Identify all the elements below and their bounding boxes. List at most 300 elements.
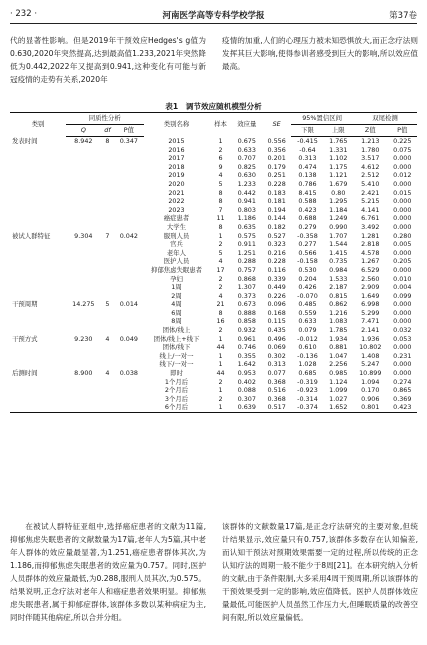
cell-se: 0.339	[267, 274, 286, 283]
group-p	[114, 197, 143, 206]
cell-ci-lower: -0.415	[297, 137, 318, 145]
group-q	[66, 386, 101, 395]
cell-n: 1	[218, 386, 223, 395]
group-q	[66, 240, 101, 249]
volume-label: 第37卷	[389, 11, 417, 21]
cell-ci-upper: 2.256	[329, 360, 348, 369]
group-p	[114, 292, 143, 301]
group-df: 5	[105, 300, 110, 309]
cell-ci-lower: 0.588	[298, 197, 317, 206]
table-row	[10, 275, 417, 284]
cell-p-value: 0.000	[393, 317, 412, 326]
cell-subcategory: 1周	[171, 283, 182, 292]
cell-effect: 0.757	[237, 265, 256, 274]
cell-ci-upper: 2.187	[329, 283, 348, 292]
group-df	[101, 257, 115, 266]
cell-p-value: 0.099	[393, 291, 412, 300]
cell-effect: 0.402	[237, 377, 256, 386]
cell-n: 8	[218, 308, 223, 317]
cell-ci-lower: 0.786	[298, 179, 317, 188]
cell-se: 0.435	[267, 326, 286, 335]
group-name: 干预方式	[12, 334, 38, 343]
group-p	[114, 283, 143, 292]
cell-n: 2	[218, 240, 223, 249]
cell-z-value: 1.281	[361, 231, 380, 240]
cell-se: 0.228	[267, 179, 286, 188]
group-q	[66, 171, 101, 180]
cell-z-value: 4.141	[361, 205, 380, 214]
cell-z-value: 6.761	[361, 214, 380, 223]
cell-ci-upper: 0.984	[329, 265, 348, 274]
cell-se: 0.201	[267, 154, 286, 163]
cell-se: 0.181	[267, 197, 286, 206]
group-p: 0.038	[119, 369, 138, 378]
cell-effect: 0.707	[237, 154, 256, 163]
cell-p-value: 0.231	[393, 351, 412, 360]
group-q	[66, 206, 101, 215]
group-df	[101, 352, 115, 361]
cell-z-value: 1.649	[361, 291, 380, 300]
group-df: 4	[105, 369, 110, 378]
cell-n: 6	[218, 154, 223, 163]
col-header-q: Q	[66, 125, 101, 137]
group-name: 发表时间	[12, 136, 38, 145]
cell-subcategory: 医护人员	[163, 257, 190, 266]
cell-effect: 0.746	[237, 343, 256, 352]
group-name	[10, 146, 66, 155]
group-df	[101, 317, 115, 326]
group-name	[10, 266, 66, 275]
cell-effect: 0.630	[237, 171, 256, 180]
cell-subcategory: 2019	[168, 171, 185, 180]
cell-ci-upper: 1.765	[329, 137, 348, 145]
table-row	[10, 163, 417, 172]
cell-ci-upper: 1.295	[329, 197, 348, 206]
group-q	[66, 292, 101, 301]
cell-p-value: 0.000	[393, 222, 412, 231]
cell-p-value: 0.010	[393, 274, 412, 283]
cell-ci-lower: 0.313	[298, 154, 317, 163]
cell-z-value: 3.492	[361, 222, 380, 231]
cell-se: 0.183	[267, 188, 286, 197]
cell-z-value: 1.094	[361, 377, 380, 386]
group-p	[114, 386, 143, 395]
cell-n: 2	[218, 394, 223, 403]
cell-effect: 0.088	[237, 386, 256, 395]
cell-ci-upper: 1.652	[324, 403, 353, 412]
group-q	[66, 189, 101, 198]
cell-ci-upper: 1.175	[329, 162, 348, 171]
cell-n: 4	[218, 291, 223, 300]
col-header-effect: 效应量	[232, 113, 262, 137]
group-q	[66, 403, 101, 412]
cell-se: 0.216	[267, 248, 286, 257]
cell-subcategory: 服刑人员	[163, 231, 190, 240]
col-header-subcategory: 类别名称	[144, 113, 210, 137]
cell-ci-upper: 1.083	[329, 317, 348, 326]
cell-n: 16	[216, 317, 225, 326]
group-df	[101, 240, 115, 249]
cell-ci-lower: 0.423	[298, 205, 317, 214]
cell-n: 1	[218, 231, 223, 240]
cell-ci-upper: 1.047	[329, 351, 348, 360]
table-row	[10, 360, 417, 369]
cell-ci-upper: 0.735	[329, 257, 348, 266]
cell-ci-upper: 1.415	[329, 248, 348, 257]
group-q	[66, 395, 101, 404]
group-df	[101, 309, 115, 318]
group-name	[10, 378, 66, 387]
cell-z-value: 7.471	[361, 317, 380, 326]
group-q: 8.900	[74, 369, 93, 378]
group-q	[66, 154, 101, 163]
group-q	[66, 352, 101, 361]
cell-effect: 0.355	[237, 351, 256, 360]
cell-n: 44	[216, 343, 225, 352]
cell-p-value: 0.000	[393, 162, 412, 171]
cell-se: 0.069	[267, 343, 286, 352]
cell-effect: 0.307	[237, 394, 256, 403]
group-name: 被试人群特征	[12, 231, 51, 240]
cell-n: 17	[216, 265, 225, 274]
group-df	[101, 360, 115, 369]
cell-effect: 0.932	[237, 326, 256, 335]
cell-p-value: 0.000	[393, 265, 412, 274]
cell-n: 2	[218, 145, 223, 154]
group-name	[10, 386, 66, 395]
group-df	[101, 249, 115, 258]
cell-p-value: 0.053	[393, 334, 412, 343]
group-df	[101, 206, 115, 215]
cell-z-value: 1.408	[361, 351, 380, 360]
cell-effect: 1.233	[237, 179, 256, 188]
cell-subcategory: 孕妇	[170, 274, 183, 283]
group-name	[10, 403, 66, 412]
table-row	[10, 154, 417, 163]
cell-effect: 0.288	[237, 257, 256, 266]
group-p	[114, 352, 143, 361]
cell-p-value: 0.005	[393, 240, 412, 249]
cell-subcategory: 线上/一对一	[159, 351, 194, 360]
cell-ci-upper: 1.102	[329, 154, 348, 163]
cell-n: 4	[218, 171, 223, 180]
group-name	[10, 326, 66, 335]
cell-p-value: 0.015	[393, 188, 412, 197]
cell-effect: 0.961	[237, 334, 256, 343]
paragraph: 在被试人群特征亚组中,选择癌症患者的文献为11篇,抑郁焦虑失眠患者的文献数量为17篇,老年人为5篇,其中老年人群体的效应量最显著,为1.251,癌症患者群体其次,为1.186,而抑郁焦虑失眠患者的效应量为0.757。同时,医护人员群体的效应量最低,为0.288,服刑人员其次,为0.575。结果说明,正念疗法对老年人和癌症患者效果明显。抑郁焦虑失眠患者,属于抑郁症群体,该群体多数以某种病症为主,同时伴随其他病症,所以合并分组。	[10, 522, 206, 622]
col-header-p: P值	[114, 125, 143, 137]
group-p	[114, 360, 143, 369]
cell-n: 1	[218, 136, 223, 145]
cell-ci-upper: 0.80	[331, 188, 346, 197]
cell-n: 1	[218, 351, 223, 360]
cell-n: 4	[218, 257, 223, 266]
group-p	[114, 240, 143, 249]
header-rule	[10, 23, 417, 24]
cell-p-value: 0.000	[393, 343, 412, 352]
cell-ci-upper: 0.990	[329, 222, 348, 231]
cell-se: 0.323	[267, 240, 286, 249]
cell-subcategory: 团体/线下	[162, 343, 191, 352]
group-p	[114, 317, 143, 326]
group-name	[10, 223, 66, 232]
cell-subcategory: 4周	[171, 300, 182, 309]
group-q	[66, 257, 101, 266]
cell-z-value: 10.899	[359, 369, 382, 378]
group-name	[10, 309, 66, 318]
table-row	[10, 283, 417, 292]
group-q: 9.230	[74, 334, 93, 343]
cell-z-value: 0.801	[353, 403, 388, 412]
group-q	[66, 249, 101, 258]
cell-effect: 0.953	[237, 369, 256, 378]
group-name	[10, 206, 66, 215]
table-row	[10, 343, 417, 352]
group-df	[101, 343, 115, 352]
cell-ci-lower: 0.279	[298, 222, 317, 231]
table-row	[10, 335, 417, 344]
cell-ci-lower: 0.685	[298, 369, 317, 378]
cell-z-value: 2.141	[361, 326, 380, 335]
cell-se: 0.496	[267, 334, 286, 343]
cell-p-value: 0.274	[393, 377, 412, 386]
table-row	[10, 378, 417, 387]
group-df	[101, 403, 115, 412]
cell-z-value: 0.906	[361, 394, 380, 403]
table-row	[10, 232, 417, 241]
cell-n: 8	[218, 188, 223, 197]
group-q	[66, 163, 101, 172]
group-p	[114, 275, 143, 284]
cell-se: 0.179	[267, 162, 286, 171]
cell-se: 0.313	[267, 360, 286, 369]
cell-effect: 0.941	[237, 197, 256, 206]
group-name	[10, 154, 66, 163]
table-row	[10, 317, 417, 326]
cell-ci-upper: 1.331	[329, 145, 348, 154]
cell-subcategory: 1个月后	[164, 377, 189, 386]
table-row	[10, 352, 417, 361]
group-df	[101, 197, 115, 206]
cell-p-value: 0.012	[393, 171, 412, 180]
group-name	[10, 395, 66, 404]
group-name	[10, 214, 66, 223]
group-p	[114, 403, 143, 412]
group-p: 0.347	[119, 137, 138, 145]
group-p	[114, 257, 143, 266]
table-row	[10, 180, 417, 189]
cell-p-value: 0.865	[393, 386, 412, 395]
table-row	[10, 266, 417, 275]
cell-ci-upper: 1.533	[329, 274, 348, 283]
cell-ci-upper: 1.934	[329, 334, 348, 343]
cell-ci-upper: 0.815	[329, 291, 348, 300]
cell-ci-lower: 0.566	[298, 248, 317, 257]
group-df	[101, 326, 115, 335]
cell-n: 2	[218, 283, 223, 292]
cell-z-value: 0.170	[361, 386, 380, 395]
group-q	[66, 146, 101, 155]
cell-subcategory: 2016	[168, 145, 185, 154]
cell-subcategory: 8周	[171, 317, 182, 326]
cell-p-value: 0.004	[393, 283, 412, 292]
cell-ci-lower: 0.426	[298, 283, 317, 292]
col-header-z: Z值	[353, 125, 388, 137]
cell-z-value: 1.780	[361, 145, 380, 154]
col-header-df: df	[101, 125, 115, 137]
col-header-upper: 上限	[324, 125, 353, 137]
group-name	[10, 360, 66, 369]
cell-z-value: 6.998	[361, 300, 380, 309]
group-q	[66, 275, 101, 284]
table-row	[10, 386, 417, 395]
cell-p-value: 0.225	[393, 137, 412, 145]
cell-ci-lower: 1.028	[298, 360, 317, 369]
cell-ci-lower: -0.136	[297, 351, 318, 360]
table-row	[10, 214, 417, 223]
cell-subcategory: 6周	[171, 308, 182, 317]
group-name	[10, 257, 66, 266]
cell-se: 0.368	[267, 377, 286, 386]
group-q	[66, 317, 101, 326]
cell-subcategory: 2018	[168, 162, 185, 171]
group-df: 8	[105, 137, 110, 145]
group-p	[114, 214, 143, 223]
col-header-two-tailed: 双尾检测	[353, 113, 417, 125]
table-body	[10, 137, 417, 413]
table-row	[10, 403, 417, 412]
cell-ci-upper: 1.216	[329, 308, 348, 317]
cell-effect: 1.186	[237, 214, 256, 223]
cell-ci-lower: 0.474	[298, 162, 317, 171]
cell-effect: 0.635	[237, 222, 256, 231]
group-q	[66, 326, 101, 335]
cell-n: 2	[218, 326, 223, 335]
group-name	[10, 163, 66, 172]
cell-se: 0.356	[267, 145, 286, 154]
cell-se: 0.144	[267, 214, 286, 223]
group-q	[66, 378, 101, 387]
group-q: 8.942	[74, 137, 93, 145]
cell-subcategory: 癌症患者	[163, 214, 190, 223]
cell-ci-lower: -0.158	[297, 257, 318, 266]
cell-se: 0.368	[267, 394, 286, 403]
cell-p-value: 0.000	[393, 154, 412, 163]
cell-effect: 0.633	[237, 145, 256, 154]
group-df	[101, 386, 115, 395]
cell-n: 5	[218, 179, 223, 188]
page-number: · 232 ·	[10, 9, 38, 19]
cell-se: 0.096	[267, 300, 286, 309]
cell-ci-lower: 0.485	[298, 300, 317, 309]
cell-n: 7	[218, 205, 223, 214]
group-name	[10, 317, 66, 326]
cell-p-value: 0.423	[388, 403, 417, 412]
cell-ci-lower: -0.358	[297, 231, 318, 240]
col-header-n: 样本	[210, 113, 232, 137]
cell-subcategory: 2023	[168, 205, 185, 214]
cell-n: 8	[218, 222, 223, 231]
group-p	[114, 189, 143, 198]
cell-se: 0.449	[267, 283, 286, 292]
cell-n: 1	[218, 334, 223, 343]
cell-n: 1	[218, 360, 223, 369]
cell-ci-upper: 1.099	[329, 386, 348, 395]
cell-effect: 1.307	[237, 283, 256, 292]
table-row	[10, 206, 417, 215]
cell-subcategory: 团体/线上	[162, 326, 191, 335]
cell-z-value: 1.936	[361, 334, 380, 343]
cell-ci-lower: 0.079	[298, 326, 317, 335]
table-row	[10, 300, 417, 309]
moderation-table	[10, 112, 417, 413]
table-row	[10, 146, 417, 155]
cell-ci-upper: 1.785	[329, 326, 348, 335]
cell-z-value: 3.517	[361, 154, 380, 163]
cell-ci-upper: 0.862	[329, 300, 348, 309]
cell-z-value: 5.299	[361, 308, 380, 317]
cell-z-value: 10.802	[359, 343, 382, 352]
group-df	[101, 223, 115, 232]
group-p	[114, 326, 143, 335]
group-df	[101, 275, 115, 284]
group-df	[101, 378, 115, 387]
cell-p-value: 0.000	[393, 308, 412, 317]
cell-ci-lower: 0.633	[298, 317, 317, 326]
cell-se: 0.228	[267, 257, 286, 266]
group-p	[114, 146, 143, 155]
group-p	[114, 309, 143, 318]
cell-z-value: 4.578	[361, 248, 380, 257]
cell-n: 2	[218, 377, 223, 386]
group-name	[10, 343, 66, 352]
group-name	[10, 180, 66, 189]
group-name	[10, 189, 66, 198]
group-p: 0.049	[119, 334, 138, 343]
group-q	[66, 214, 101, 223]
cell-ci-lower: -0.012	[297, 334, 318, 343]
cell-subcategory: 大学生	[166, 222, 187, 231]
cell-ci-lower: -0.314	[297, 394, 318, 403]
cell-p-value: 0.075	[393, 145, 412, 154]
cell-p-value: 0.000	[393, 205, 412, 214]
cell-ci-upper: 1.184	[329, 205, 348, 214]
table-row	[10, 240, 417, 249]
cell-z-value: 2.818	[361, 240, 380, 249]
table-row	[10, 189, 417, 198]
cell-subcategory: 2个月后	[164, 386, 189, 395]
group-p: 0.014	[119, 300, 138, 309]
group-df	[101, 180, 115, 189]
cell-subcategory: 线下/一对一	[159, 360, 194, 369]
cell-ci-lower: -0.070	[297, 291, 318, 300]
cell-z-value: 4.612	[361, 162, 380, 171]
cell-se: 0.115	[267, 317, 286, 326]
group-name	[10, 292, 66, 301]
group-df	[101, 266, 115, 275]
cell-subcategory: 即时	[170, 369, 183, 378]
group-p	[114, 223, 143, 232]
cell-ci-upper: 1.679	[329, 179, 348, 188]
cell-ci-upper: 1.121	[329, 171, 348, 180]
cell-ci-lower: 0.530	[298, 265, 317, 274]
group-df	[101, 189, 115, 198]
cell-subcategory: 团体/线上+线下	[153, 334, 200, 343]
table-row	[10, 171, 417, 180]
group-p	[114, 180, 143, 189]
cell-subcategory: 3个月后	[164, 394, 189, 403]
group-p	[114, 378, 143, 387]
